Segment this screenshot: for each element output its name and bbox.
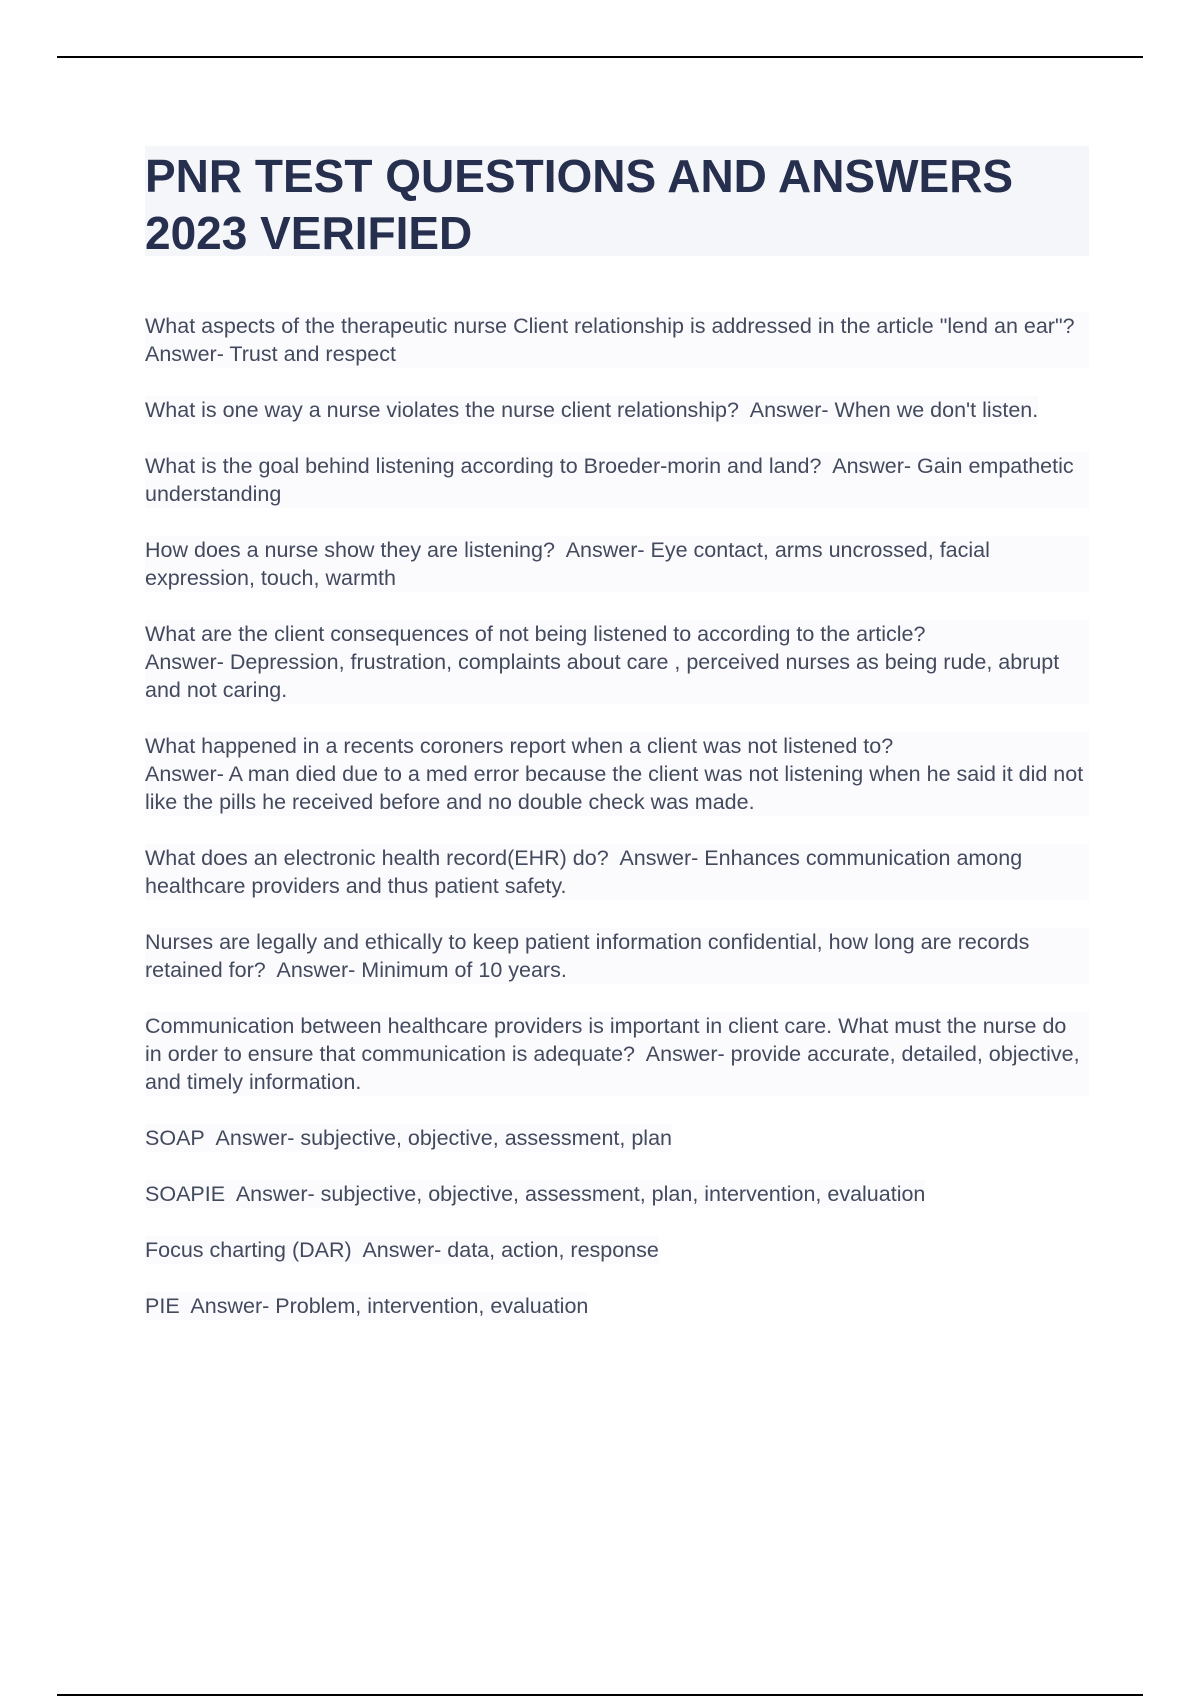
question-text: What is one way a nurse violates the nurse client relationship? bbox=[145, 398, 739, 422]
answer-text: Answer- Depression, frustration, complaints about care , perceived nurses as being rude, abrupt and not caring. bbox=[145, 650, 1060, 702]
answer-text: Answer- data, action, response bbox=[362, 1238, 659, 1262]
answer-text: Answer- provide accurate, detailed, objective, and timely information. bbox=[145, 1042, 1080, 1094]
question-text: What does an electronic health record(EHR) do? bbox=[145, 846, 609, 870]
answer-text: Answer- When we don't listen. bbox=[749, 398, 1039, 422]
qa-item bbox=[145, 844, 1089, 900]
qa-item bbox=[145, 536, 1089, 592]
question-text: What are the client consequences of not being listened to according to the article? bbox=[145, 622, 926, 646]
qa-item bbox=[145, 620, 1089, 704]
question-text: What happened in a recents coroners report when a client was not listened to? bbox=[145, 734, 894, 758]
qa-item bbox=[145, 1180, 925, 1208]
page-title: PNR TEST QUESTIONS AND ANSWERS 2023 VERIFIED bbox=[145, 150, 1014, 259]
question-text: SOAPIE bbox=[145, 1182, 226, 1206]
answer-text: Answer- Eye contact, arms uncrossed, facial expression, touch, warmth bbox=[145, 538, 990, 590]
answer-text: Answer- A man died due to a med error because the client was not listening when he said it did not like the pills he received before and no double check was made. bbox=[145, 762, 1084, 814]
question-text: SOAP bbox=[145, 1126, 205, 1150]
answer-text: Answer- Minimum of 10 years. bbox=[276, 958, 567, 982]
qa-item bbox=[145, 1124, 672, 1152]
question-text: What aspects of the therapeutic nurse Client relationship is addressed in the article "lend an ear"? bbox=[145, 314, 1075, 338]
qa-item bbox=[145, 1292, 588, 1320]
qa-item bbox=[145, 1012, 1089, 1096]
bottom-rule bbox=[57, 1694, 1143, 1696]
qa-item bbox=[145, 1236, 659, 1264]
qa-item bbox=[145, 452, 1089, 508]
top-rule bbox=[57, 56, 1143, 58]
answer-text: Answer- subjective, objective, assessment, plan bbox=[215, 1126, 673, 1150]
qa-item bbox=[145, 732, 1089, 816]
qa-list bbox=[145, 312, 1089, 1348]
qa-item bbox=[145, 312, 1089, 368]
question-text: What is the goal behind listening according to Broeder-morin and land? bbox=[145, 454, 822, 478]
question-text: Nurses are legally and ethically to keep patient information confidential, how long are records retained for? bbox=[145, 930, 1036, 982]
qa-item bbox=[145, 928, 1089, 984]
answer-text: Answer- Trust and respect bbox=[145, 342, 396, 366]
answer-text: Answer- Problem, intervention, evaluation bbox=[190, 1294, 589, 1318]
question-text: Focus charting (DAR) bbox=[145, 1238, 352, 1262]
question-text: How does a nurse show they are listening? bbox=[145, 538, 555, 562]
answer-text: Answer- Gain empathetic understanding bbox=[145, 454, 1074, 506]
title-block bbox=[145, 146, 1089, 259]
question-text: Communication between healthcare providers is important in client care. What must the nurse do in order to ensure that communication is adequate? bbox=[145, 1014, 1073, 1066]
question-text: PIE bbox=[145, 1294, 180, 1318]
answer-text: Answer- subjective, objective, assessment, plan, intervention, evaluation bbox=[235, 1182, 926, 1206]
answer-text: Answer- Enhances communication among healthcare providers and thus patient safety. bbox=[145, 846, 1023, 898]
qa-item bbox=[145, 396, 1038, 424]
